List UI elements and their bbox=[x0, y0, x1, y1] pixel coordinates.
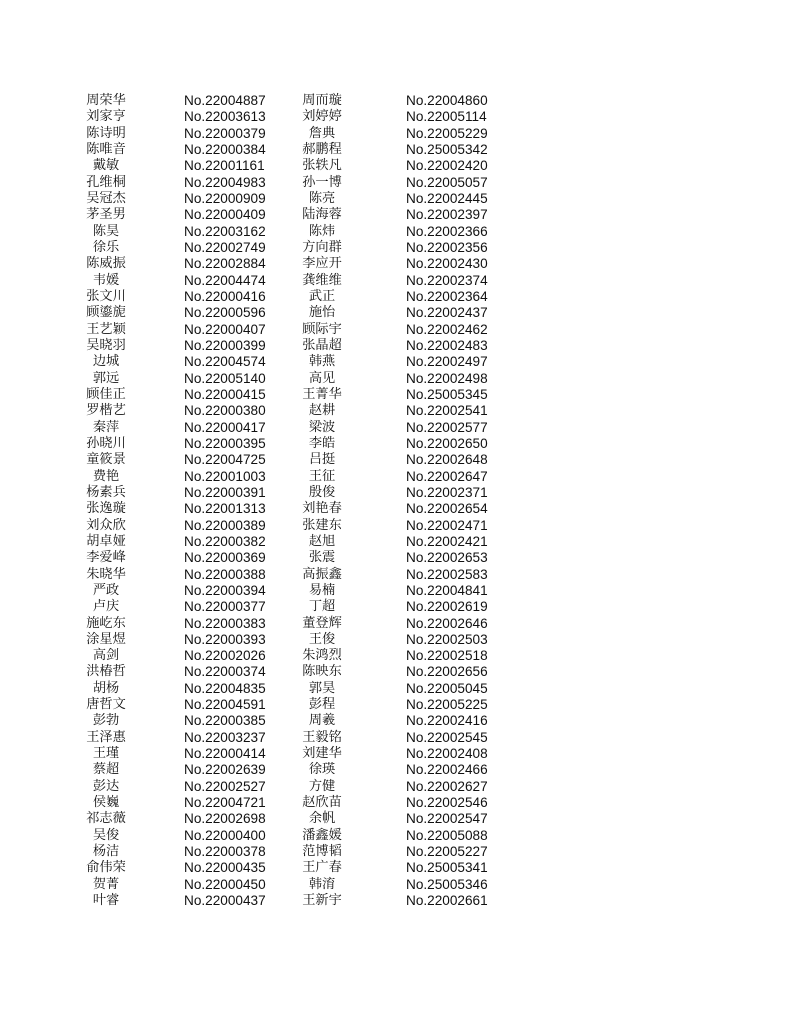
list-row bbox=[66, 175, 526, 191]
number-right: No.22002356 bbox=[406, 239, 488, 255]
name-right: 顾际宇 bbox=[302, 321, 342, 337]
list-row bbox=[66, 273, 526, 289]
number-right: No.22002547 bbox=[406, 811, 488, 827]
number-left: No.22000437 bbox=[184, 893, 266, 909]
number-right: No.22002541 bbox=[406, 403, 488, 419]
number-right: No.22002577 bbox=[406, 419, 488, 435]
number-right: No.22002416 bbox=[406, 713, 488, 729]
name-right: 陈映东 bbox=[302, 664, 342, 680]
number-left: No.22000374 bbox=[184, 664, 266, 680]
name-left: 郭远 bbox=[92, 370, 120, 386]
name-left: 孔维桐 bbox=[86, 174, 126, 190]
number-left: No.22000369 bbox=[184, 550, 266, 566]
name-left: 叶睿 bbox=[92, 893, 120, 909]
list-row bbox=[66, 779, 526, 795]
number-left: No.22000400 bbox=[184, 827, 266, 843]
list-row bbox=[66, 289, 526, 305]
list-row bbox=[66, 828, 526, 844]
list-row bbox=[66, 436, 526, 452]
name-right: 郝鹏程 bbox=[302, 141, 342, 157]
name-right: 龚维维 bbox=[302, 272, 342, 288]
number-right: No.22002647 bbox=[406, 468, 488, 484]
name-right: 彭程 bbox=[308, 697, 336, 713]
number-right: No.22002653 bbox=[406, 550, 488, 566]
number-left: No.22001003 bbox=[184, 468, 266, 484]
list-row bbox=[66, 305, 526, 321]
name-left: 洪椿哲 bbox=[86, 664, 126, 680]
name-right: 潘鑫媛 bbox=[302, 827, 342, 843]
name-right: 王俊 bbox=[308, 631, 336, 647]
name-right: 高振鑫 bbox=[302, 566, 342, 582]
name-right: 李应开 bbox=[302, 256, 342, 272]
name-right: 陈炜 bbox=[308, 223, 336, 239]
name-left: 杨素兵 bbox=[86, 484, 126, 500]
number-right: No.25005341 bbox=[406, 860, 488, 876]
list-row bbox=[66, 518, 526, 534]
name-left: 吴晓羽 bbox=[86, 337, 126, 353]
number-left: No.22002527 bbox=[184, 778, 266, 794]
number-right: No.22002371 bbox=[406, 484, 488, 500]
number-right: No.22002646 bbox=[406, 615, 488, 631]
number-right: No.22002462 bbox=[406, 321, 488, 337]
list-row bbox=[66, 893, 526, 909]
number-left: No.22000450 bbox=[184, 876, 266, 892]
number-right: No.22004841 bbox=[406, 582, 488, 598]
name-right: 郭昊 bbox=[308, 680, 336, 696]
number-right: No.22002656 bbox=[406, 664, 488, 680]
name-left: 祁志薇 bbox=[86, 811, 126, 827]
number-right: No.22002408 bbox=[406, 746, 488, 762]
name-number-list bbox=[66, 93, 526, 909]
number-right: No.22005114 bbox=[406, 109, 487, 125]
number-right: No.22002627 bbox=[406, 778, 488, 794]
name-right: 方向群 bbox=[302, 239, 342, 255]
list-row bbox=[66, 93, 526, 109]
number-left: No.22004591 bbox=[184, 697, 266, 713]
name-left: 陈唯音 bbox=[86, 141, 126, 157]
name-left: 陈威振 bbox=[86, 256, 126, 272]
number-right: No.22002545 bbox=[406, 729, 488, 745]
name-right: 周羲 bbox=[308, 713, 336, 729]
name-right: 丁超 bbox=[308, 599, 336, 615]
list-row bbox=[66, 877, 526, 893]
name-right: 陈亮 bbox=[308, 190, 336, 206]
name-left: 边城 bbox=[92, 354, 120, 370]
number-left: No.22003237 bbox=[184, 729, 266, 745]
name-right: 韩淯 bbox=[308, 876, 336, 892]
name-left: 吴俊 bbox=[92, 827, 120, 843]
list-row bbox=[66, 550, 526, 566]
name-left: 秦萍 bbox=[92, 419, 120, 435]
number-left: No.22000395 bbox=[184, 435, 266, 451]
list-row bbox=[66, 109, 526, 125]
number-left: No.22004721 bbox=[184, 795, 266, 811]
name-left: 刘家亨 bbox=[86, 109, 126, 125]
list-row bbox=[66, 469, 526, 485]
list-row bbox=[66, 452, 526, 468]
name-right: 吕挺 bbox=[308, 452, 336, 468]
number-right: No.22002503 bbox=[406, 631, 488, 647]
name-left: 唐哲文 bbox=[86, 697, 126, 713]
number-left: No.22002698 bbox=[184, 811, 266, 827]
list-row bbox=[66, 224, 526, 240]
list-row bbox=[66, 387, 526, 403]
name-right: 易楠 bbox=[308, 582, 336, 598]
name-left: 顾鎏旎 bbox=[86, 305, 126, 321]
name-right: 李皓 bbox=[308, 435, 336, 451]
list-row bbox=[66, 485, 526, 501]
number-right: No.22002421 bbox=[406, 533, 488, 549]
number-left: No.22004574 bbox=[184, 354, 266, 370]
name-right: 余帆 bbox=[308, 811, 336, 827]
name-right: 董登辉 bbox=[302, 615, 342, 631]
number-left: No.22000415 bbox=[184, 386, 266, 402]
list-row bbox=[66, 240, 526, 256]
number-right: No.22002364 bbox=[406, 288, 488, 304]
name-right: 王新宇 bbox=[302, 893, 342, 909]
number-right: No.22002437 bbox=[406, 305, 488, 321]
name-left: 李爱峰 bbox=[86, 550, 126, 566]
name-right: 王广春 bbox=[302, 860, 342, 876]
number-left: No.22000414 bbox=[184, 746, 266, 762]
name-right: 周而璇 bbox=[302, 93, 342, 108]
number-right: No.22002518 bbox=[406, 648, 488, 664]
name-left: 童筱景 bbox=[86, 452, 126, 468]
number-right: No.22002445 bbox=[406, 190, 488, 206]
number-right: No.22005227 bbox=[406, 844, 488, 860]
number-left: No.22004887 bbox=[184, 93, 266, 108]
list-row bbox=[66, 322, 526, 338]
number-left: No.22004725 bbox=[184, 452, 266, 468]
name-right: 王毅铭 bbox=[302, 729, 342, 745]
name-right: 施怡 bbox=[308, 305, 336, 321]
name-left: 孙晓川 bbox=[86, 435, 126, 451]
name-left: 吴冠杰 bbox=[86, 190, 126, 206]
list-row bbox=[66, 338, 526, 354]
number-right: No.22002483 bbox=[406, 337, 488, 353]
number-right: No.22005225 bbox=[406, 697, 488, 713]
list-row bbox=[66, 762, 526, 778]
number-left: No.22004474 bbox=[184, 272, 266, 288]
number-right: No.22002498 bbox=[406, 370, 488, 386]
name-right: 孙一博 bbox=[302, 174, 342, 190]
name-left: 戴敏 bbox=[92, 158, 120, 174]
list-row bbox=[66, 256, 526, 272]
name-right: 殷俊 bbox=[308, 484, 336, 500]
number-left: No.22003162 bbox=[184, 223, 266, 239]
list-row bbox=[66, 534, 526, 550]
name-right: 韩燕 bbox=[308, 354, 336, 370]
name-left: 顾佳正 bbox=[86, 386, 126, 402]
name-left: 周荣华 bbox=[86, 93, 126, 108]
number-right: No.22005088 bbox=[406, 827, 488, 843]
number-right: No.22002583 bbox=[406, 566, 488, 582]
number-left: No.22004983 bbox=[184, 174, 266, 190]
name-left: 杨洁 bbox=[92, 844, 120, 860]
number-left: No.22002749 bbox=[184, 239, 266, 255]
number-left: No.22000416 bbox=[184, 288, 266, 304]
name-left: 施屹东 bbox=[86, 615, 126, 631]
number-left: No.22001313 bbox=[184, 501, 266, 517]
number-left: No.22000399 bbox=[184, 337, 266, 353]
name-right: 王菁华 bbox=[302, 386, 342, 402]
number-right: No.22002648 bbox=[406, 452, 488, 468]
number-right: No.22002654 bbox=[406, 501, 488, 517]
name-left: 俞伟荣 bbox=[86, 860, 126, 876]
name-left: 彭勃 bbox=[92, 713, 120, 729]
name-left: 朱晓华 bbox=[86, 566, 126, 582]
name-left: 罗楷艺 bbox=[86, 403, 126, 419]
list-row bbox=[66, 632, 526, 648]
name-right: 范博韬 bbox=[302, 844, 342, 860]
number-right: No.22005045 bbox=[406, 680, 488, 696]
list-row bbox=[66, 207, 526, 223]
name-left: 陈昊 bbox=[92, 223, 120, 239]
number-right: No.22002366 bbox=[406, 223, 488, 239]
name-right: 刘艳春 bbox=[302, 501, 342, 517]
number-left: No.22000409 bbox=[184, 207, 266, 223]
list-row bbox=[66, 354, 526, 370]
name-left: 王泽惠 bbox=[86, 729, 126, 745]
list-row bbox=[66, 697, 526, 713]
list-row bbox=[66, 730, 526, 746]
name-left: 彭达 bbox=[92, 778, 120, 794]
list-row bbox=[66, 583, 526, 599]
name-left: 王艺颖 bbox=[86, 321, 126, 337]
number-right: No.22002546 bbox=[406, 795, 488, 811]
name-right: 赵欣苗 bbox=[302, 795, 342, 811]
number-right: No.22002650 bbox=[406, 435, 488, 451]
number-right: No.22005229 bbox=[406, 125, 488, 141]
number-left: No.22000384 bbox=[184, 141, 266, 157]
number-right: No.25005346 bbox=[406, 876, 488, 892]
number-left: No.22002026 bbox=[184, 648, 266, 664]
number-right: No.22002497 bbox=[406, 354, 488, 370]
name-left: 严政 bbox=[92, 582, 120, 598]
list-row bbox=[66, 599, 526, 615]
number-right: No.22004860 bbox=[406, 93, 488, 108]
number-left: No.22000417 bbox=[184, 419, 266, 435]
name-left: 张逸璇 bbox=[86, 501, 126, 517]
name-left: 茅圣男 bbox=[86, 207, 126, 223]
name-left: 王瑾 bbox=[92, 746, 120, 762]
name-right: 梁波 bbox=[308, 419, 336, 435]
number-left: No.22000909 bbox=[184, 190, 266, 206]
number-left: No.22000388 bbox=[184, 566, 266, 582]
list-row bbox=[66, 844, 526, 860]
name-left: 胡卓娅 bbox=[86, 533, 126, 549]
name-right: 陆海蓉 bbox=[302, 207, 342, 223]
number-left: No.22000377 bbox=[184, 599, 266, 615]
number-left: No.22003613 bbox=[184, 109, 266, 125]
number-left: No.22000383 bbox=[184, 615, 266, 631]
name-left: 贺菁 bbox=[92, 876, 120, 892]
number-left: No.22000435 bbox=[184, 860, 266, 876]
name-right: 高见 bbox=[308, 370, 336, 386]
number-left: No.22002639 bbox=[184, 762, 266, 778]
name-left: 刘众欣 bbox=[86, 517, 126, 533]
name-left: 涂星煜 bbox=[86, 631, 126, 647]
list-row bbox=[66, 371, 526, 387]
number-right: No.25005342 bbox=[406, 141, 488, 157]
list-row bbox=[66, 501, 526, 517]
number-right: No.22002397 bbox=[406, 207, 488, 223]
number-left: No.22000391 bbox=[184, 484, 266, 500]
list-row bbox=[66, 681, 526, 697]
list-row bbox=[66, 142, 526, 158]
list-row bbox=[66, 158, 526, 174]
name-right: 方健 bbox=[308, 778, 336, 794]
number-right: No.22002430 bbox=[406, 256, 488, 272]
number-right: No.22002471 bbox=[406, 517, 488, 533]
name-left: 费艳 bbox=[92, 468, 120, 484]
name-left: 韦媛 bbox=[92, 272, 120, 288]
number-left: No.22000596 bbox=[184, 305, 266, 321]
name-right: 刘婷婷 bbox=[302, 109, 342, 125]
name-right: 张晶超 bbox=[302, 337, 342, 353]
name-left: 张文川 bbox=[86, 288, 126, 304]
list-row bbox=[66, 567, 526, 583]
list-row bbox=[66, 811, 526, 827]
number-right: No.22002661 bbox=[406, 893, 488, 909]
name-right: 徐瑛 bbox=[308, 762, 336, 778]
name-right: 赵耕 bbox=[308, 403, 336, 419]
list-row bbox=[66, 403, 526, 419]
number-left: No.22002884 bbox=[184, 256, 266, 272]
list-row bbox=[66, 616, 526, 632]
name-left: 胡杨 bbox=[92, 680, 120, 696]
number-left: No.22000382 bbox=[184, 533, 266, 549]
number-left: No.22000394 bbox=[184, 582, 266, 598]
list-row bbox=[66, 191, 526, 207]
number-right: No.22005057 bbox=[406, 174, 488, 190]
list-row bbox=[66, 664, 526, 680]
number-left: No.22000393 bbox=[184, 631, 266, 647]
name-left: 徐乐 bbox=[92, 239, 120, 255]
number-left: No.22005140 bbox=[184, 370, 266, 386]
number-left: No.22000380 bbox=[184, 403, 266, 419]
number-left: No.22000379 bbox=[184, 125, 266, 141]
number-right: No.22002466 bbox=[406, 762, 488, 778]
number-right: No.22002619 bbox=[406, 599, 488, 615]
name-left: 卢庆 bbox=[92, 599, 120, 615]
number-right: No.22002420 bbox=[406, 158, 488, 174]
list-row bbox=[66, 746, 526, 762]
number-right: No.25005345 bbox=[406, 386, 488, 402]
list-row bbox=[66, 860, 526, 876]
list-row bbox=[66, 126, 526, 142]
name-left: 陈诗明 bbox=[86, 125, 126, 141]
name-left: 蔡超 bbox=[92, 762, 120, 778]
name-right: 张建东 bbox=[302, 517, 342, 533]
name-right: 张震 bbox=[308, 550, 336, 566]
name-left: 侯巍 bbox=[92, 795, 120, 811]
number-left: No.22000389 bbox=[184, 517, 266, 533]
number-left: No.22000385 bbox=[184, 713, 266, 729]
number-left: No.22000378 bbox=[184, 844, 266, 860]
name-right: 赵旭 bbox=[308, 533, 336, 549]
list-row bbox=[66, 713, 526, 729]
name-right: 王征 bbox=[308, 468, 336, 484]
name-left: 高剑 bbox=[92, 648, 120, 664]
name-right: 张轶凡 bbox=[302, 158, 342, 174]
name-right: 刘建华 bbox=[302, 746, 342, 762]
list-row bbox=[66, 648, 526, 664]
name-right: 詹典 bbox=[308, 125, 336, 141]
number-right: No.22002374 bbox=[406, 272, 488, 288]
name-right: 朱鸿烈 bbox=[302, 648, 342, 664]
list-row bbox=[66, 795, 526, 811]
name-right: 武正 bbox=[308, 288, 336, 304]
number-left: No.22000407 bbox=[184, 321, 266, 337]
number-left: No.22004835 bbox=[184, 680, 266, 696]
list-row bbox=[66, 420, 526, 436]
number-left: No.22001161 bbox=[184, 158, 265, 174]
